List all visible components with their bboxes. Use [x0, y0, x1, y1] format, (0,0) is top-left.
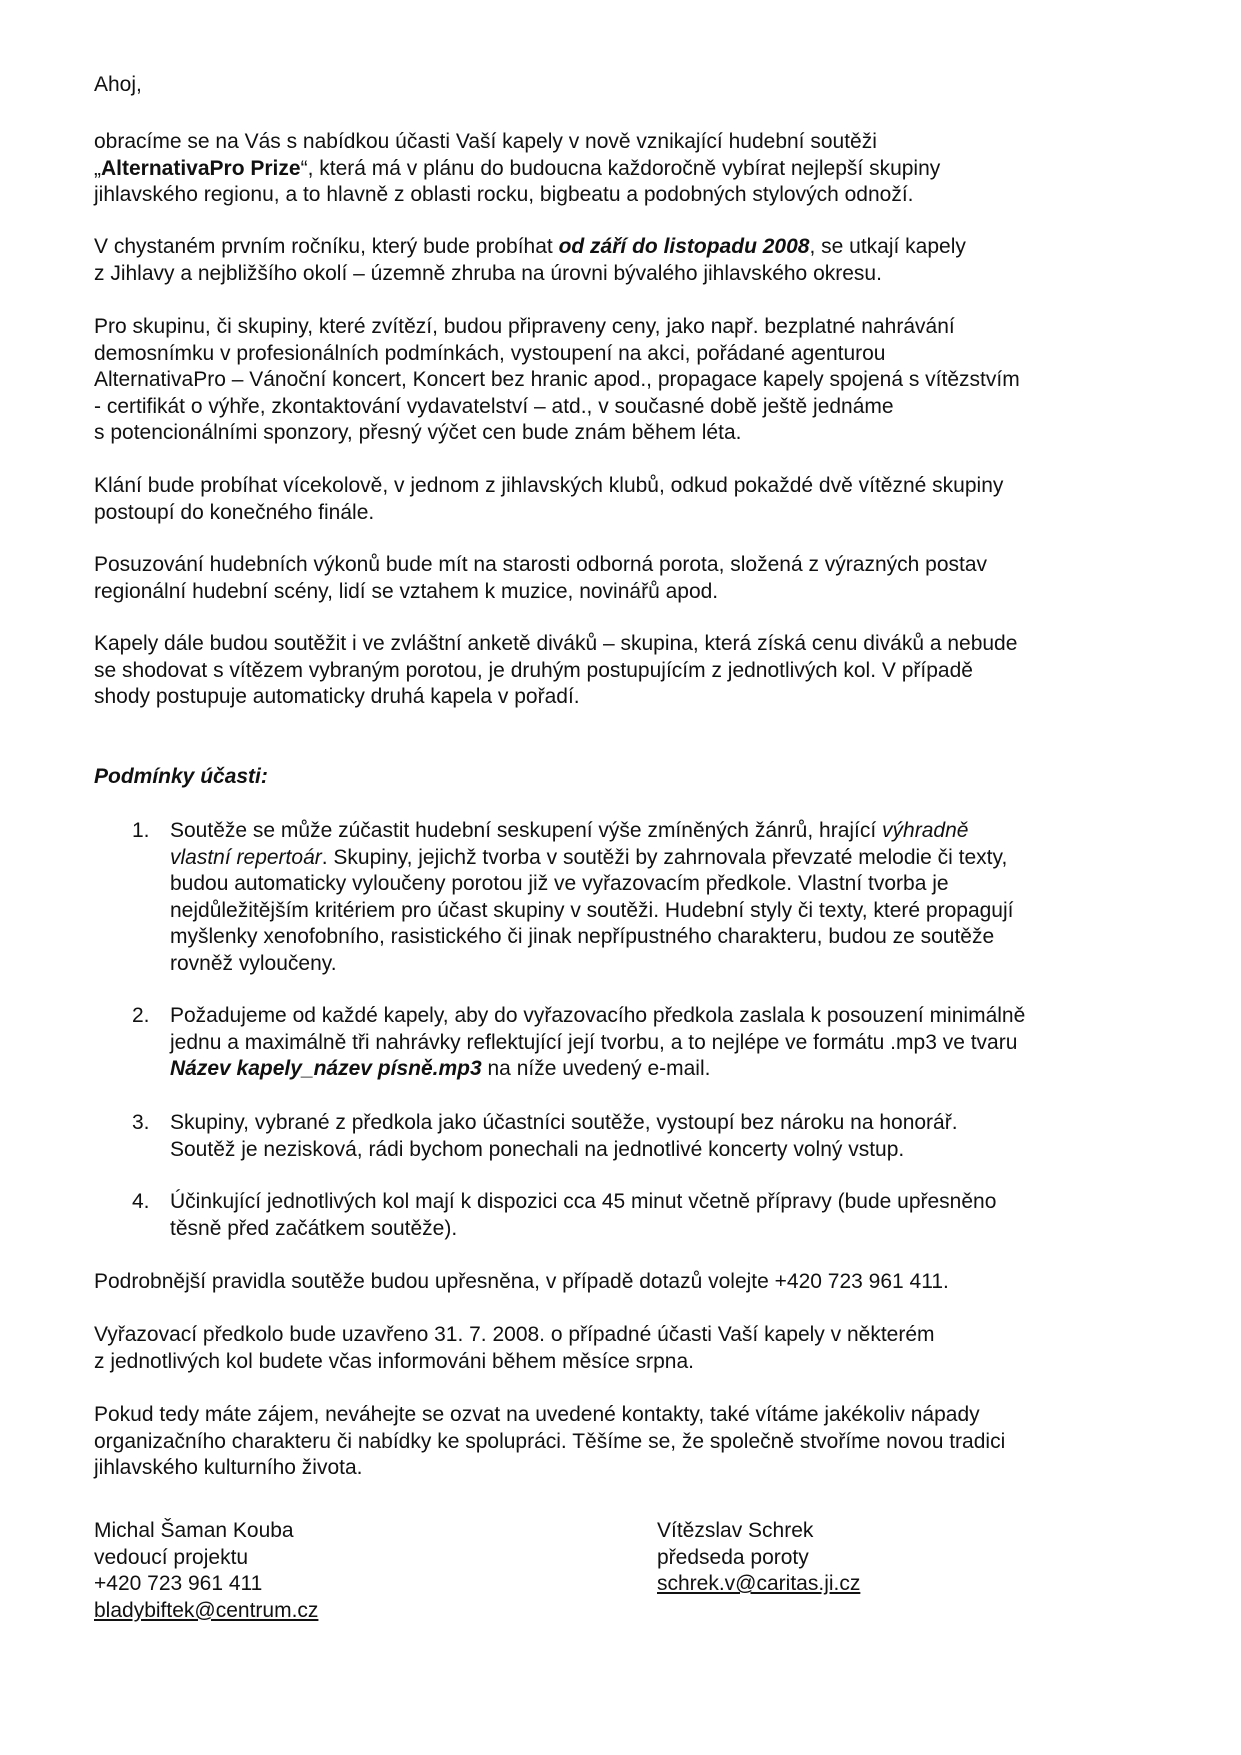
file-name-format: Název kapely_název písně.mp3 [170, 1057, 482, 1080]
competition-name: AlternativaPro Prize [101, 156, 301, 180]
competition-dates: od září do listopadu 2008 [558, 235, 810, 258]
prizes-paragraph [94, 314, 1154, 447]
jury-line: Posuzování hudebních výkonů bude mít na starosti odborná porota, složená z výrazných postav [94, 553, 988, 576]
prizes-line: demosnímku v profesionálních podmínkách, vystoupení na akci, pořádané agenturou [94, 341, 886, 365]
signature-right [657, 1518, 860, 1598]
signer-name: Vítězslav Schrek [657, 1519, 814, 1542]
item-number: 4. [132, 1190, 150, 1213]
audience-line: se shodovat s vítězem vybraným porotou, je druhým postupujícím z jednotlivých kol. V případě [94, 658, 973, 682]
prizes-line: Pro skupinu, či skupiny, které zvítězí, budou připraveny ceny, jako např. bezplatné nahrávání [94, 315, 955, 338]
signer-role: předseda poroty [657, 1545, 809, 1569]
first-year-paragraph [94, 234, 1154, 287]
item-text: Soutěže se může zúčastit hudební seskupení výše zmíněných žánrů, hrající výhradně vlastní repertoár. Skupiny, jejichž tvorba v soutěži by zahrnovala převzaté melodie či texty, budou automaticky vyloučeny porotou již ve vyřazovacím předkole. Vlastní tvorba je nejdůležitějším kritériem pro účast skupiny v soutěži. Hudební styly či texty, které propagují myšlenky xenofobního, rasistického či jinak nepřípustného charakteru, budou ze soutěže rovněž vyloučeny. [170, 819, 1014, 975]
first-year-line: V chystaném prvním ročníku, který bude probíhat od září do listopadu 2008, se utkají kapely [94, 235, 966, 258]
prizes-line: s potencionálními sponzory, přesný výčet cen bude znám během léta. [94, 421, 742, 444]
first-year-line: z Jihlavy a nejbližšího okolí – územně zhruba na úrovni bývalého jihlavského okresu. [94, 261, 882, 285]
prizes-line: AlternativaPro – Vánoční koncert, Koncert bez hranic apod., propagace kapely spojená s vítězstvím [94, 368, 1020, 391]
signer-email-link[interactable]: bladybiftek@centrum.cz [94, 1598, 319, 1622]
audience-line: shody postupuje automaticky druhá kapela v pořadí. [94, 685, 580, 708]
signer-phone: +420 723 961 411 [94, 1572, 263, 1595]
signer-name: Michal Šaman Kouba [94, 1519, 294, 1542]
item-number: 3. [132, 1111, 150, 1134]
deadline-paragraph: Vyřazovací předkolo bude uzavřeno 31. 7. 2008. o případné účasti Vaší kapely v některém z jednotlivých kol budete včas informováni během měsíce srpna. [94, 1323, 935, 1373]
audience-line: Kapely dále budou soutěžit i ve zvláštní anketě diváků – skupina, která získá cenu diváků a nebude [94, 632, 1018, 655]
conditions-title: Podmínky účasti: [94, 765, 268, 788]
intro-paragraph [94, 129, 1154, 209]
intro-line: jihlavského regionu, a to hlavně z oblasti rocku, bigbeatu a podobných stylových odnoží. [94, 183, 914, 206]
greeting-text: Ahoj, [94, 73, 142, 96]
jury-paragraph [94, 552, 1154, 605]
signature-left [94, 1518, 318, 1624]
jury-line: regionální hudební scény, lidí se vztahem k muzice, novinářů apod. [94, 579, 719, 603]
item-text: Účinkující jednotlivých kol mají k dispozici cca 45 minut včetně přípravy (bude upřesněno těsně před začátkem soutěže). [170, 1190, 997, 1240]
rules-info-paragraph: Podrobnější pravidla soutěže budou upřesněna, v případě dotazů volejte +420 723 961 411. [94, 1270, 949, 1293]
intro-line: „AlternativaPro Prize“, která má v plánu do budoucna každoročně vybírat nejlepší skupiny [94, 156, 941, 180]
rounds-line: Klání bude probíhat vícekolově, v jednom z jihlavských klubů, odkud pokaždé dvě vítězné skupiny [94, 474, 1004, 497]
item-text: Požadujeme od každé kapely, aby do vyřazovacího předkola zaslala k posouzení minimálně jednu a maximálně tři nahrávky reflektující její tvorbu, a to nejlépe ve formátu .mp3 ve tvaru Název kapely_název písně.mp3 na níže uvedený e-mail. [170, 1004, 1026, 1080]
signer-email-link[interactable]: schrek.v@caritas.ji.cz [657, 1572, 861, 1595]
item-number: 1. [132, 819, 150, 842]
intro-line: obracíme se na Vás s nabídkou účasti Vaší kapely v nově vznikající hudební soutěži [94, 130, 877, 153]
greeting [94, 72, 1154, 99]
prizes-line: - certifikát o výhře, zkontaktování vydavatelství – atd., v současné době ještě jednáme [94, 394, 894, 418]
item-text: Skupiny, vybrané z předkola jako účastníci soutěže, vystoupí bez nároku na honorář. Soutěž je nezisková, rádi bychom ponechali na jednotlivé koncerty volný vstup. [170, 1111, 958, 1161]
signer-role: vedoucí projektu [94, 1545, 249, 1569]
rounds-line: postoupí do konečného finále. [94, 500, 375, 524]
audience-paragraph [94, 631, 1154, 711]
item-number: 2. [132, 1004, 150, 1027]
rounds-paragraph [94, 473, 1154, 526]
closing-paragraph: Pokud tedy máte zájem, neváhejte se ozvat na uvedené kontakty, také vítáme jakékoliv nápady organizačního charakteru či nabídky ke spolupráci. Těšíme se, že společně stvoříme novou tradici jihlavského kulturního života. [94, 1403, 1006, 1479]
